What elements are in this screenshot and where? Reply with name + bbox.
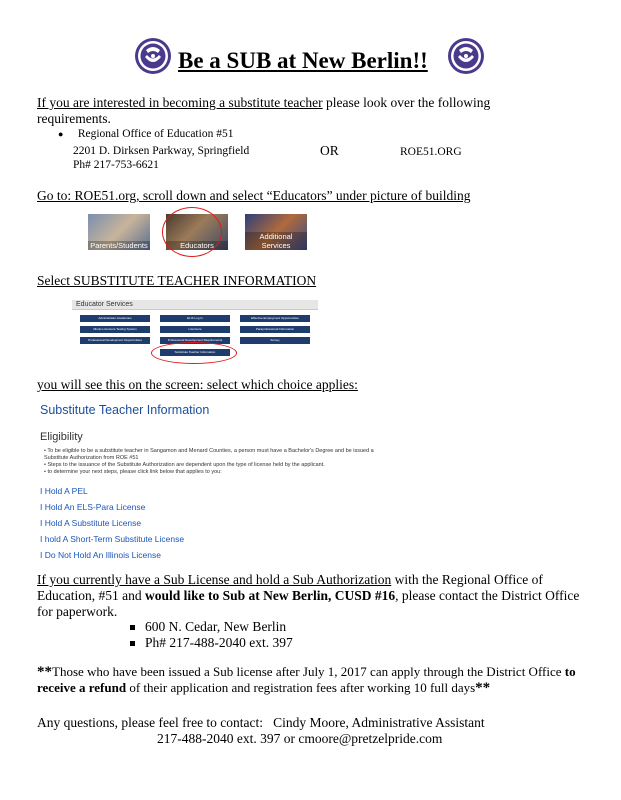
substitute-info-button[interactable]: Substitute Teacher Information xyxy=(160,349,230,356)
es-button[interactable]: Professional Development Requirements xyxy=(160,337,230,344)
es-button[interactable]: Paraprofessional Information xyxy=(240,326,310,333)
current-underlined: If you currently have a Sub License and hold a Sub Authorization xyxy=(37,572,392,587)
es-button[interactable]: Illinois Licensure Testing System xyxy=(80,326,150,333)
refund-bold1: to xyxy=(561,664,576,679)
page-title: Be a SUB at New Berlin!! xyxy=(178,48,428,73)
current-part1: with the Regional Office of xyxy=(391,572,543,587)
district-phone: Ph# 217-488-2040 ext. 397 xyxy=(130,635,293,651)
refund-stars: ** xyxy=(37,664,52,680)
refund-line2: of their application and registration fees after working 10 full days xyxy=(126,680,476,695)
link-no-license[interactable]: I Do Not Hold An Illinois License xyxy=(40,550,161,560)
roe-phone: Ph# 217-753-6621 xyxy=(73,159,159,171)
sti-bullet: • Steps to the issuance of the Substitute Authorization are dependent upon the type of license held by the applicant. xyxy=(44,462,325,468)
additional-services-thumb[interactable] xyxy=(245,214,307,250)
additional-services-caption: Additional Services xyxy=(245,232,307,250)
or-label: OR xyxy=(320,143,339,158)
current-bold: would like to Sub at New Berlin, CUSD #16 xyxy=(144,588,396,603)
roe-address: 2201 D. Dirksen Parkway, Springfield xyxy=(73,145,250,157)
refund-stars-end: ** xyxy=(475,680,491,696)
educator-services-header: Educator Services xyxy=(72,300,318,310)
sti-bullet: • to determine your next steps, please click link below that applies to you: xyxy=(44,469,222,475)
current-line2b: , please contact the District Office xyxy=(395,588,580,603)
sti-title: Substitute Teacher Information xyxy=(40,403,210,417)
es-button[interactable]: Licensure xyxy=(160,326,230,333)
es-button[interactable]: Administrator Academies xyxy=(80,315,150,322)
intro-line2: requirements. xyxy=(37,111,111,126)
intro-underlined: If you are interested in becoming a substitute teacher xyxy=(37,95,323,110)
link-substitute-license[interactable]: I Hold A Substitute License xyxy=(40,518,142,528)
goto-instruction: Go to: ROE51.org, scroll down and select “Educators” under picture of building xyxy=(37,188,471,203)
es-button[interactable]: ELIS Log In xyxy=(160,315,230,322)
es-button[interactable]: Survey xyxy=(240,337,310,344)
contact-line2: 217-488-2040 ext. 397 or cmoore@pretzelpride.com xyxy=(157,731,443,746)
current-line2a: Education, #51 and xyxy=(37,588,145,603)
parents-students-caption: Parents/Students xyxy=(88,241,150,250)
substitute-highlight-circle xyxy=(151,342,237,364)
link-short-term[interactable]: I hold A Short-Term Substitute License xyxy=(40,534,185,544)
roe-website: ROE51.ORG xyxy=(400,146,462,158)
link-pel[interactable]: I Hold A PEL xyxy=(40,486,88,496)
refund-paragraph xyxy=(37,664,597,696)
sti-eligibility: Eligibility xyxy=(40,431,83,443)
es-button[interactable]: Effective Employment Opportunities xyxy=(240,315,310,322)
educators-caption: Educators xyxy=(166,241,228,250)
bullet-icon: ● xyxy=(58,129,64,139)
refund-line1: Those who have been issued a Sub license after July 1, 2017 can apply through the District Office xyxy=(52,664,562,679)
roe-name: Regional Office of Education #51 xyxy=(77,128,234,140)
sti-bullet: • To be eligible to be a substitute teacher in Sangamon and Menard Counties, a person must have a Bachelor's Degree and be issued a Substitute Authorization from ROE #51 xyxy=(44,448,374,461)
intro-rest: please look over the following xyxy=(322,95,491,110)
screen-instruction: you will see this on the screen: select which choice applies: xyxy=(37,377,358,392)
parents-students-thumb[interactable] xyxy=(88,214,150,250)
sti-bullets xyxy=(44,448,374,476)
district-address: 600 N. Cedar, New Berlin xyxy=(130,619,286,635)
refund-bold2: receive a refund xyxy=(37,680,127,695)
current-paragraph xyxy=(37,572,597,620)
intro-paragraph xyxy=(37,95,597,127)
select-instruction: Select SUBSTITUTE TEACHER INFORMATION xyxy=(37,273,317,288)
right-logo-icon xyxy=(447,37,485,75)
left-logo-icon xyxy=(134,37,172,75)
current-line3: for paperwork. xyxy=(37,604,118,619)
es-button[interactable]: Professional Development Opportunities xyxy=(80,337,150,344)
contact-line1: Any questions, please feel free to contact: Cindy Moore, Administrative Assistant xyxy=(37,715,485,730)
educators-highlight-circle xyxy=(162,207,222,257)
link-els-para[interactable]: I Hold An ELS-Para License xyxy=(40,502,146,512)
